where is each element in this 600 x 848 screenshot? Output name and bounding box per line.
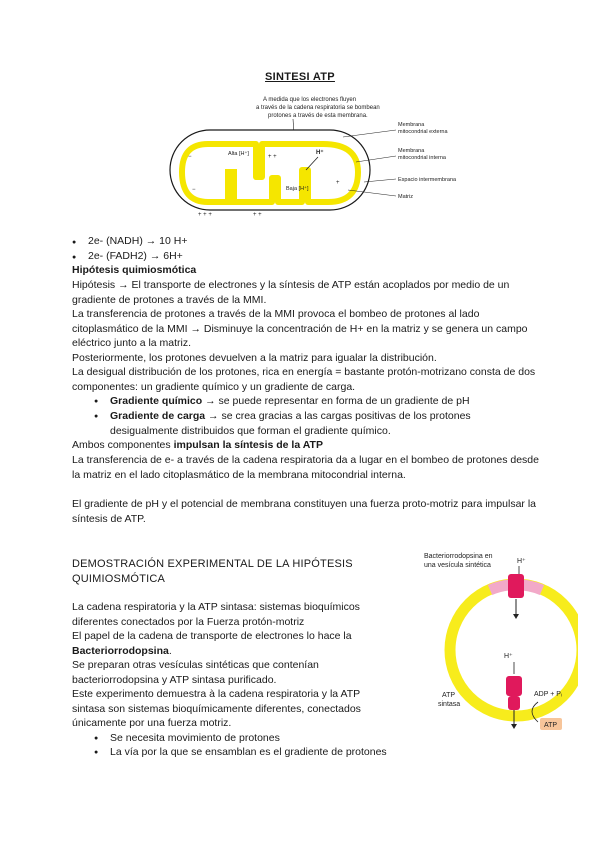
- section2-p4: Este experimento demuestra à la cadena respiratoria y la ATP sintasa son sistemas bioquímicamente diferentes, conectados únicamente por una fuerza motriz.: [72, 688, 361, 730]
- outer-membrane-label-1: Membrana: [398, 122, 425, 128]
- h-top-label: H⁺: [517, 558, 526, 565]
- svg-text:−: −: [192, 187, 196, 193]
- atp-label: ATP: [544, 722, 558, 729]
- matrix-label: Matriz: [398, 194, 413, 200]
- p5-pre: Ambos componentes: [72, 439, 174, 451]
- svg-text:+ +: + +: [268, 154, 277, 160]
- high-label: Alta [H⁺]: [228, 151, 249, 157]
- svg-text:+ +: + +: [253, 212, 262, 218]
- gc-rest: → se crea gracias a las cargas positivas de los protones desigualmente distribuidos que forman el gradiente químico.: [110, 410, 471, 437]
- bullet-gradiente-carga: [110, 409, 530, 438]
- inner-membrane-label-1: Membrana: [398, 148, 425, 154]
- gq-bold: Gradiente químico: [110, 395, 203, 407]
- svg-text:+: +: [336, 180, 340, 186]
- vesicle-diagram: [418, 546, 578, 786]
- bullet-nadh: ● 2e- (NADH) → 10 H+: [88, 234, 187, 249]
- bullet-movimiento: ● Se necesita movimiento de protones: [110, 731, 410, 746]
- bullet-via: ● La vía por la que se ensamblan es el gradiente de protones: [110, 745, 410, 760]
- h-label: H⁺: [316, 150, 324, 156]
- fig1-caption-line-3: protones a través de esta membrana.: [268, 113, 368, 119]
- bullet-gradiente-quimico: [110, 394, 530, 409]
- low-label: Baja [H⁺]: [286, 186, 309, 192]
- paragraph-5: [72, 438, 542, 453]
- paragraph-6: La transferencia de e- a través de la cadena respiratoria da a lugar en el bombeo de protones desde la matriz en el lado citoplasmático de la membrana mitocondrial interna.: [72, 454, 539, 481]
- s2-bold: Bacteriorrodopsina: [72, 644, 169, 657]
- page-title: SINTESI ATP: [265, 71, 335, 83]
- bacteriorhodopsin-protein: [508, 574, 524, 598]
- atp-synthase-label-2: sintasa: [438, 701, 461, 708]
- gq-rest: → se puede representar en forma de un gradiente de pH: [202, 395, 470, 407]
- bacterio-label-2: una vesícula sintética: [424, 562, 491, 569]
- section2-heading: DEMOSTRACIÓN EXPERIMENTAL DE LA HIPÓTESIS QUIMIOSMÓTICA: [72, 558, 353, 585]
- svg-text:+ + +: + + +: [198, 212, 212, 218]
- adp-pi-label: ADP + Pᵢ: [534, 691, 563, 698]
- bullet-fadh2: ● 2e- (FADH2) → 6H+: [88, 249, 183, 264]
- s2-pre: El papel de la cadena de transporte de electrones lo hace la: [72, 630, 352, 642]
- section2-p2: [72, 629, 382, 658]
- section2-p1: La cadena respiratoria y la ATP sintasa: sistemas bioquímicos diferentes conectados por la Fuerza protón-motriz: [72, 601, 360, 628]
- fig1-caption-line-1: A medida que los electrones fluyen: [263, 97, 357, 103]
- mitochondrion-diagram: [168, 92, 468, 222]
- paragraph-1: Hipótesis → El transporte de electrones y la síntesis de ATP están acoplados por medio de un gradiente de protones a través de la MMI.: [72, 279, 510, 306]
- inner-membrane-label-2: mitocondrial interna: [398, 155, 446, 161]
- section2-p3: Se preparan otras vesículas sintéticas que contenían bacteriorrodopsina y ATP sintasa purificado.: [72, 659, 319, 686]
- outer-membrane-label-2: mitocondrial externa: [398, 129, 448, 135]
- fig1-caption-line-2: a través de la cadena respiratoria se bombean: [256, 105, 380, 111]
- svg-text:−: −: [188, 154, 192, 160]
- paragraph-2: La transferencia de protones a través de la MMI provoca el bombeo de protones al lado citoplasmático de la MMI → Disminuye la concentración de H+ en la matriz y se genera un campo eléctrico junto a la matriz.: [72, 308, 528, 350]
- h-inner-label: H⁺: [504, 653, 513, 660]
- hypothesis-heading: Hipótesis quimiosmótica: [72, 264, 197, 276]
- bacterio-label-1: Bacteriorrodopsina en: [424, 553, 493, 560]
- gc-bold: Gradiente de carga: [110, 410, 206, 422]
- paragraph-4: La desigual distribución de los protones, rica en energía = bastante protón-motrizano consta de dos componentes: un gradiente químico y un gradiente de carga.: [72, 366, 536, 393]
- crista: [228, 172, 234, 202]
- atp-synthase-label-1: ATP: [442, 692, 456, 699]
- paragraph-3: Posteriormente, los protones devuelven a la matriz para igualar la distribución.: [72, 352, 437, 364]
- atp-synthase-protein: [506, 676, 522, 696]
- paragraph-7: El gradiente de pH y el potencial de membrana constituyen una fuerza proto-motriz para impulsar la síntesis de ATP.: [72, 498, 536, 525]
- p5-bold: impulsan la síntesis de la ATP: [173, 439, 323, 451]
- s2-post: .: [168, 644, 172, 657]
- intermembrane-label: Espacio intermembrana: [398, 177, 457, 183]
